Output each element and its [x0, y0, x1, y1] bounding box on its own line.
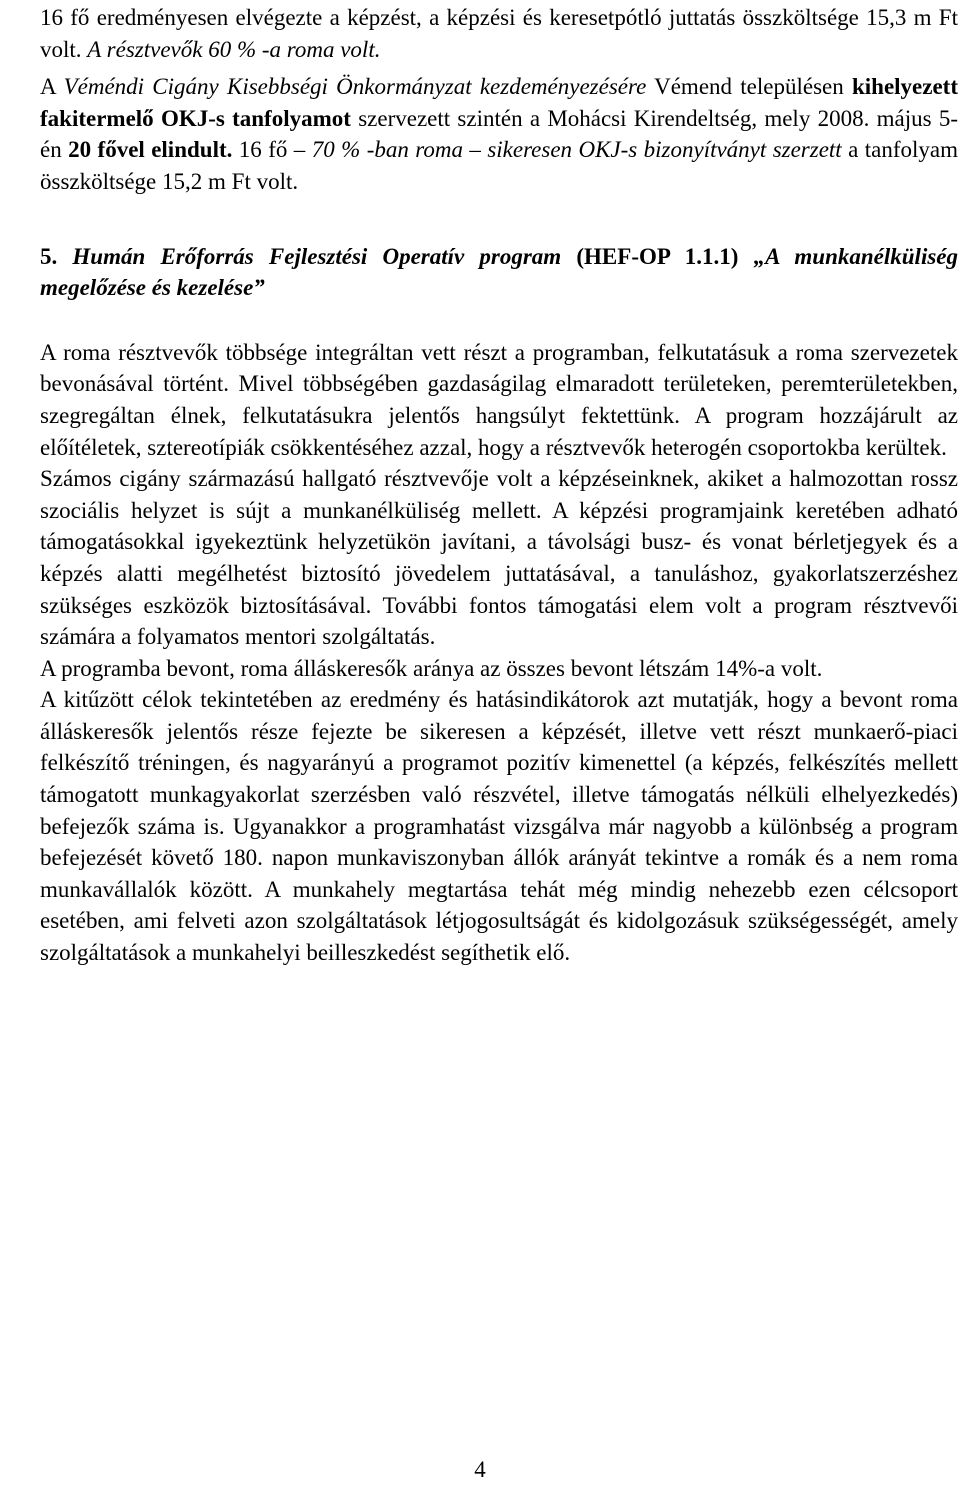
italic-text: 70 % -ban roma – sikeresen OKJ-s bizonyítványt szerzett	[311, 137, 842, 163]
paragraph-vemend-course	[40, 71, 958, 197]
paragraph-results: A kitűzött célok tekintetében az eredmény és hatásindikátorok azt mutatják, hogy a bevont roma álláskeresők jelentős része fejezte be sikeresen a képzését, illetve vett részt munkaerő-piaci felkészítő tréningen, és nagyarányú a programot pozitív kimenettel (a képzés, felkészítés mellett támogatott munkagyakorlat szerzésben való részvétel, illetve támogatás nélküli elhelyezkedés) befejezők száma is. Ugyanakkor a programhatást vizsgálva már nagyobb a különbség a program befejezését követő 180. napon munkaviszonyban állók arányát tekintve a romák és a nem roma munkavállalók között. A munkahely megtartása tehát még mindig nehezebb ezen célcsoport esetében, ami felveti azon szolgáltatások létjogosultságát és kidolgozásuk szükségességét, amely szolgáltatások a munkahelyi beilleszkedést segíthetik elő.	[40, 687, 958, 966]
section-heading	[40, 241, 958, 304]
text-segment: szervezett szintén a Mohácsi Kirendeltség, mely 2008. május 5-én	[40, 105, 958, 163]
text-segment: a tanfolyam összköltsége 15,2 m Ft volt.	[40, 137, 958, 194]
page-number: 4	[474, 1457, 486, 1482]
italic-text: A résztvevők 60 % -a roma volt.	[87, 36, 381, 62]
paragraph-ratio: A programba bevont, roma álláskeresők aránya az összes bevont létszám 14%-a volt.	[40, 655, 823, 681]
section-number: 5.	[40, 243, 73, 269]
text-segment: A	[40, 74, 64, 100]
document-page	[40, 2, 958, 969]
paragraph-support: Számos cigány származású hallgató résztvevője volt a képzéseinknek, akiket a halmozottan rossz szociális helyzet is sújt a munkanélküliség mellett. A képzési programjaink keretében adható támogatásokkal igyekeztünk helyzetükön javítani, a távolsági busz- és vonat bérletjegyek és a képzés alatti megélhetést biztosító jövedelem juttatásával, a tanuláshoz, gyakorlatszerzéshez szükséges eszközök biztosításával. További fontos támogatási elem volt a program résztvevői számára a folyamatos mentori szolgáltatás.	[40, 466, 958, 650]
text-segment: Vémend településen	[646, 74, 852, 100]
text-segment: 16 fő –	[232, 137, 312, 163]
paragraph-roma-participants: A roma résztvevők többsége integráltan vett részt a programban, felkutatásuk a roma szervezetek bevonásával történt. Mivel többségében gazdaságilag elmaradott területeken, peremterületekben, szegregáltan élnek, felkutatásukra jelentős hangsúlyt fektettünk. A program hozzájárult az előítéletek, sztereotípiák csökkentéséhez azzal, hogy a résztvevők heterogén csoportokba kerültek.	[40, 339, 958, 460]
section-subtitle: „A munkanélküliség megelőzése és kezelése”	[40, 243, 958, 301]
section-title: Humán Erőforrás Fejlesztési Operatív program	[72, 243, 562, 269]
section-code: (HEF-OP 1.1.1)	[561, 243, 754, 269]
italic-text: Véméndi Cigány Kisebbségi Önkormányzat kezdeményezésére	[63, 74, 647, 100]
bold-text: 20 fővel elindult.	[68, 137, 233, 163]
bold-text: kihelyezett fakitermelő OKJ-s tanfolyamot	[40, 74, 958, 131]
paragraph-training-results	[40, 2, 958, 65]
text-segment: 16 fő eredményesen elvégezte a képzést, a képzési és keresetpótló juttatás összköltsége 15,3 m Ft volt.	[40, 5, 958, 62]
